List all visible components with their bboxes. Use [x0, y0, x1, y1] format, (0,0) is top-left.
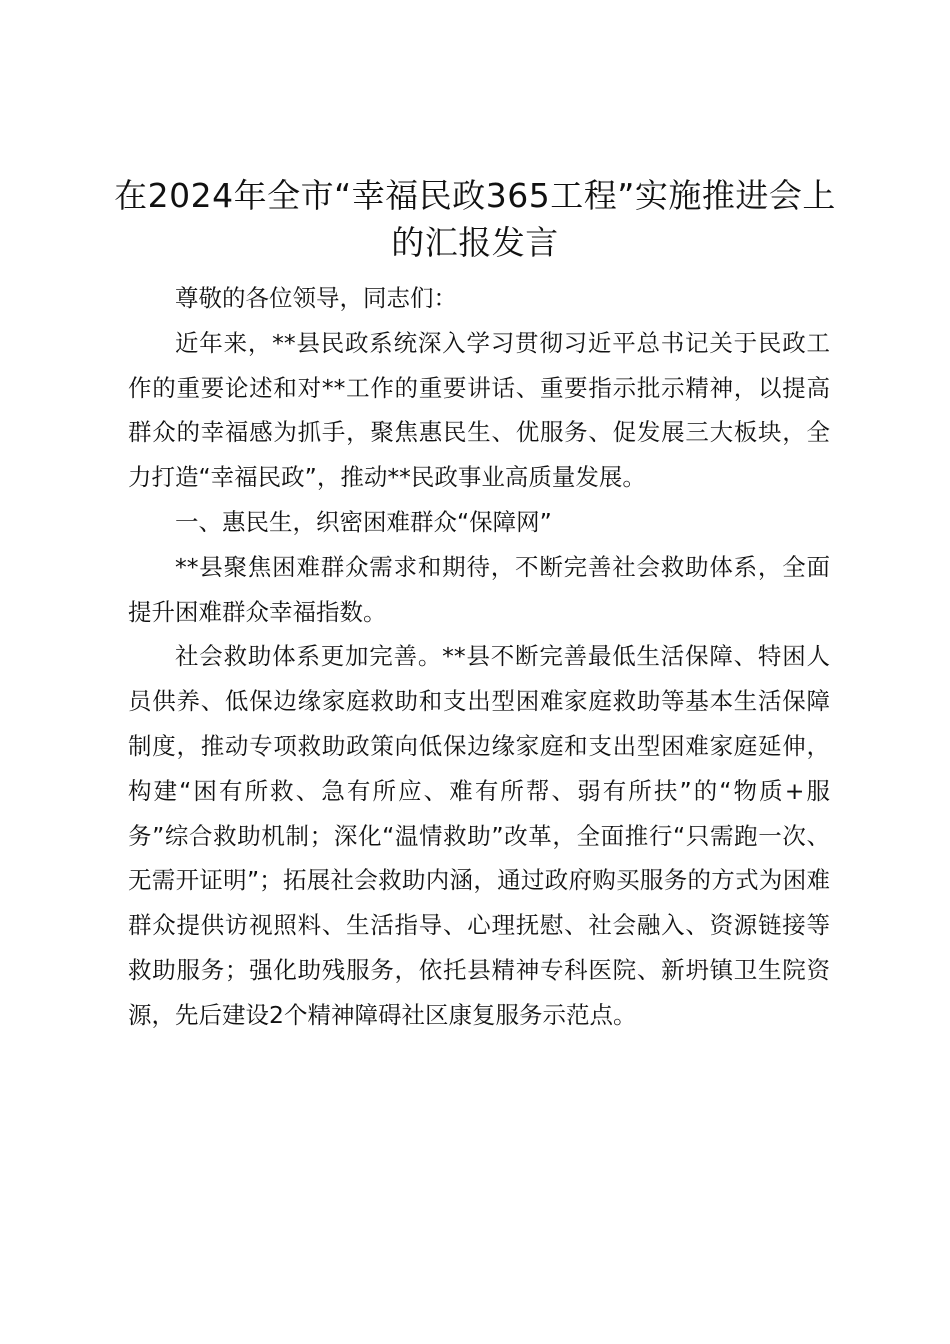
document-body — [128, 276, 830, 1038]
section-intro-paragraph: **县聚焦困难群众需求和期待，不断完善社会救助体系，全面提升困难群众幸福指数。 — [128, 552, 830, 626]
section-heading: 一、惠民生，织密困难群众“保障网” — [175, 507, 552, 536]
social-assistance-paragraph: 社会救助体系更加完善。**县不断完善最低生活保障、特困人员供养、低保边缘家庭救助和支出型困难家庭救助等基本生活保障制度，推动专项救助政策向低保边缘家庭和支出型困难家庭延伸，构建“困有所救、急有所应、难有所帮、弱有所扶”的“物质+服务”综合救助机制；深化“温情救助”改革，全面推行“只需跑一次、无需开证明”；拓展社会救助内涵，通过政府购买服务的方式为困难群众提供访视照料、生活指导、心理抚慰、社会融入、资源链接等救助服务；强化助残服务，依托县精神专科医院、新坍镇卫生院资源，先后建设2个精神障碍社区康复服务示范点。 — [128, 642, 830, 1029]
salutation-paragraph: 尊敬的各位领导，同志们： — [175, 284, 457, 312]
intro-paragraph: 近年来，**县民政系统深入学习贯彻习近平总书记关于民政工作的重要论述和对**工作的重要讲话、重要指示批示精神，以提高群众的幸福感为抓手，聚焦惠民生、优服务、促发展三大板块，全力打造“幸福民政”，推动**民政事业高质量发展。 — [128, 328, 830, 492]
document-title: 在2024年全市“幸福民政365工程”实施推进会上的汇报发言 — [114, 176, 836, 262]
